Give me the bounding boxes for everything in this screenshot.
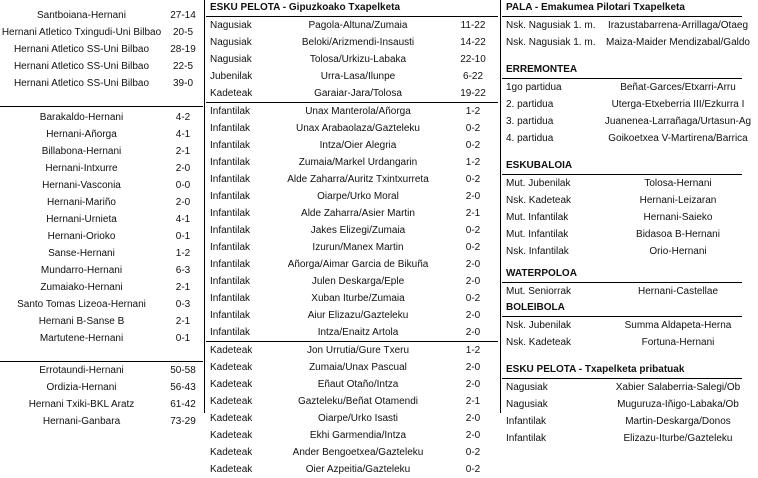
- table-row: [502, 379, 742, 396]
- spacer: [502, 51, 742, 62]
- match-teams: Hernani-Urnieta: [46, 214, 117, 225]
- table-row: [502, 79, 742, 96]
- section-title: [502, 300, 742, 316]
- match-score: 2-0: [465, 379, 481, 390]
- table-row: [206, 290, 498, 307]
- result-row: [0, 211, 203, 228]
- match-players: Urra-Lasa/Ilunpe: [320, 71, 396, 82]
- match-score: 22-10: [460, 54, 486, 65]
- category: 2. partidua: [506, 99, 554, 110]
- category: Nagusiak: [210, 37, 252, 48]
- category: Infantilak: [210, 293, 251, 304]
- match-players: Oier Azpeitia/Gazteleku: [305, 464, 411, 475]
- match-score: 2-0: [465, 310, 481, 321]
- table-row: [206, 341, 498, 359]
- match-teams: Irazustabarrena-Arrillaga/Otaeg: [607, 20, 749, 31]
- group-1: [0, 0, 203, 92]
- match-score: 6-3: [175, 265, 191, 276]
- match-score: 0-2: [465, 464, 481, 475]
- match-score: 2-0: [465, 276, 481, 287]
- match-teams: Goikoetxea V-Martirena/Barrica: [608, 133, 748, 144]
- category: Nagusiak: [210, 54, 252, 65]
- result-row: [0, 245, 203, 262]
- category: Infantilak: [210, 140, 251, 151]
- match-score: 2-1: [465, 396, 481, 407]
- result-row: [0, 296, 203, 313]
- match-score: 2-0: [465, 259, 481, 270]
- match-players: Oiarpe/Urko Isasti: [317, 413, 399, 424]
- match-score: 22-5: [172, 61, 193, 72]
- result-row: [0, 313, 203, 330]
- match-score: 0-2: [465, 293, 481, 304]
- section-title-text: ESKU PELOTA - Txapelketa pribatuak: [506, 364, 685, 375]
- match-score: 61-42: [170, 399, 196, 410]
- match-teams: Xabier Salaberria-Salegi/Ob: [615, 382, 741, 393]
- match-score: 2-0: [465, 413, 481, 424]
- category: Mut. Jubenilak: [506, 178, 571, 189]
- category: 3. partidua: [506, 116, 554, 127]
- match-players: Tolosa/Urkizu-Labaka: [309, 54, 407, 65]
- match-score: 73-29: [170, 416, 196, 427]
- match-score: 0-2: [465, 174, 481, 185]
- table-row: [502, 96, 745, 113]
- table-row: [206, 34, 498, 51]
- result-row: [0, 58, 203, 75]
- match-teams: Muguruza-Iñigo-Labaka/Ob: [617, 399, 739, 410]
- match-teams: Elizazu-Iturbe/Gazteleku: [623, 433, 733, 444]
- result-row: [0, 177, 203, 194]
- match-teams: Hernani-Vasconia: [42, 180, 121, 191]
- match-score: 2-0: [465, 430, 481, 441]
- table-row: [502, 334, 742, 351]
- category: Kadeteak: [210, 88, 253, 99]
- match-teams: Santo Tomas Lizeoa-Hernani: [17, 299, 146, 310]
- match-teams: Hernani-Ganbara: [42, 416, 121, 427]
- result-row: [0, 7, 203, 24]
- table-row: [502, 413, 742, 430]
- match-score: 0-3: [175, 299, 191, 310]
- category: Kadeteak: [210, 345, 253, 356]
- category: Nsk. Nagusiak 1. m.: [506, 37, 596, 48]
- match-players: Ander Bengoetxea/Gazteleku: [292, 447, 424, 458]
- match-score: 2-0: [465, 191, 481, 202]
- match-score: 2-0: [175, 163, 191, 174]
- group-2: [0, 107, 203, 347]
- match-players: Jon Urrutia/Gure Txeru: [306, 345, 410, 356]
- match-teams: Hernani-Mariño: [47, 197, 116, 208]
- table-row: [206, 120, 498, 137]
- table-row: [502, 17, 749, 34]
- match-players: Garaiar-Jara/Tolosa: [314, 88, 402, 99]
- table-row: [502, 130, 748, 147]
- match-players: Intza/Oier Alegria: [319, 140, 397, 151]
- section-title-text: ESKUBALOIA: [506, 160, 573, 171]
- match-teams: Ordizia-Hernani: [46, 382, 117, 393]
- table-row: [206, 324, 498, 341]
- match-teams: Juanenea-Larrañaga/Urtasun-Ag: [604, 116, 752, 127]
- match-score: 14-22: [460, 37, 486, 48]
- category: Infantilak: [506, 416, 547, 427]
- match-score: 50-58: [170, 365, 196, 376]
- result-row: [0, 396, 203, 413]
- match-score: 4-2: [175, 112, 191, 123]
- match-players: Izurun/Manex Martin: [312, 242, 404, 253]
- match-players: Aiur Elizazu/Gazteleku: [307, 310, 409, 321]
- match-players: Xuban Iturbe/Zumaia: [311, 293, 405, 304]
- match-teams: Bidasoa B-Hernani: [636, 229, 720, 240]
- match-players: Gazteleku/Beñat Otamendi: [297, 396, 419, 407]
- table-row: [206, 137, 498, 154]
- match-players: Añorga/Aimar Garcia de Bikuña: [287, 259, 429, 270]
- match-teams: Hernani-Saieko: [643, 212, 713, 223]
- match-teams: Hernani-Añorga: [46, 129, 117, 140]
- section-title: [502, 62, 742, 78]
- section-title: [502, 362, 742, 378]
- section-block: [502, 147, 742, 260]
- match-teams: Hernani-Castellae: [637, 286, 719, 297]
- table-row: [206, 410, 498, 427]
- category: Kadeteak: [210, 413, 253, 424]
- category: Nsk. Kadeteak: [506, 195, 572, 206]
- match-score: 2-0: [465, 327, 481, 338]
- match-teams: Barakaldo-Hernani: [39, 112, 124, 123]
- match-players: Eñaut Otaño/Intza: [317, 379, 399, 390]
- match-players: Zumaia/Markel Urdangarin: [298, 157, 418, 168]
- result-row: [0, 143, 203, 160]
- match-teams: Hernani Atletico SS-Uni Bilbao: [13, 78, 150, 89]
- match-teams: Hernani-Intxurre: [45, 163, 118, 174]
- table-row: [206, 17, 498, 34]
- category: Nsk. Kadeteak: [506, 337, 572, 348]
- result-row: [0, 362, 203, 379]
- match-teams: Martutene-Hernani: [39, 333, 124, 344]
- result-row: [0, 75, 203, 92]
- match-players: Julen Deskarga/Eple: [311, 276, 405, 287]
- category: Kadeteak: [210, 362, 253, 373]
- table-row: [206, 444, 498, 461]
- section-title-text: WATERPOLOA: [506, 268, 577, 279]
- table-row: [502, 113, 752, 130]
- match-score: 2-1: [175, 282, 191, 293]
- match-score: 1-2: [175, 248, 191, 259]
- results-column-left: [0, 0, 203, 427]
- match-teams: Maiza-Maider Mendizabal/Galdo: [606, 37, 750, 48]
- category: Mut. Infantilak: [506, 212, 569, 223]
- match-teams: Hernani-Orioko: [47, 231, 116, 242]
- section-block: [502, 300, 742, 351]
- table-row: [206, 102, 498, 120]
- match-score: 2-1: [175, 316, 191, 327]
- match-players: Intza/Enaitz Artola: [317, 327, 399, 338]
- category: Kadeteak: [210, 379, 253, 390]
- table-row: [206, 427, 498, 444]
- table-row: [206, 68, 498, 85]
- match-teams: Hernani Atletico Txingudi-Uni Bilbao: [1, 27, 162, 38]
- match-teams: Hernani Txiki-BKL Aratz: [28, 399, 135, 410]
- match-teams: Errotaundi-Hernani: [39, 365, 124, 376]
- table-row: [502, 192, 742, 209]
- category: Kadeteak: [210, 396, 253, 407]
- category: Nsk. Nagusiak 1. m.: [506, 20, 596, 31]
- result-row: [0, 126, 203, 143]
- match-teams: Hernani-Leizaran: [639, 195, 717, 206]
- match-score: 39-0: [172, 78, 193, 89]
- category: Infantilak: [210, 106, 251, 117]
- category: Infantilak: [210, 208, 251, 219]
- match-teams: Summa Aldapeta-Herna: [624, 320, 732, 331]
- spacer: [502, 147, 742, 158]
- match-score: 0-2: [465, 242, 481, 253]
- match-teams: Fortuna-Hernani: [641, 337, 715, 348]
- match-teams: Santboiana-Hernani: [37, 10, 126, 21]
- match-teams: Sanse-Hernani: [48, 248, 115, 259]
- match-score: 2-1: [465, 208, 481, 219]
- result-row: [0, 262, 203, 279]
- table-row: [502, 243, 742, 260]
- match-score: 56-43: [170, 382, 196, 393]
- category: Nagusiak: [506, 399, 548, 410]
- other-sports-column: [502, 0, 752, 444]
- category: Infantilak: [210, 157, 251, 168]
- table-row: [206, 307, 498, 324]
- match-players: Jakes Elizegi/Zumaia: [310, 225, 406, 236]
- result-row: [0, 413, 203, 430]
- category: Infantilak: [210, 225, 251, 236]
- result-row: [0, 160, 203, 177]
- match-players: Beloki/Arizmendi-Insausti: [301, 37, 415, 48]
- category: Nagusiak: [210, 20, 252, 31]
- result-row: [0, 330, 203, 347]
- section-block: [502, 260, 742, 300]
- match-teams: Tolosa-Hernani: [644, 178, 712, 189]
- table-row: [206, 222, 498, 239]
- section-block: [502, 51, 752, 147]
- category: Infantilak: [210, 310, 251, 321]
- match-teams: Billabona-Hernani: [41, 146, 122, 157]
- match-score: 0-2: [465, 225, 481, 236]
- match-teams: Beñat-Garces/Etxarri-Arru: [620, 82, 736, 93]
- category: Kadeteak: [210, 430, 253, 441]
- table-row: [206, 359, 498, 376]
- match-score: 2-0: [465, 362, 481, 373]
- table-row: [206, 393, 498, 410]
- category: Infantilak: [210, 327, 251, 338]
- category: Kadeteak: [210, 447, 253, 458]
- section-block: [502, 0, 750, 51]
- result-row: [0, 24, 203, 41]
- match-teams: Hernani Atletico SS-Uni Bilbao: [13, 44, 150, 55]
- match-score: 0-1: [175, 333, 191, 344]
- category: Infantilak: [506, 433, 547, 444]
- match-score: 0-2: [465, 140, 481, 151]
- match-score: 0-0: [175, 180, 191, 191]
- table-row: [206, 205, 498, 222]
- match-score: 4-1: [175, 214, 191, 225]
- category: Kadeteak: [210, 464, 253, 475]
- category: Infantilak: [210, 191, 251, 202]
- table-row: [502, 175, 742, 192]
- table-row: [206, 256, 498, 273]
- match-players: Unax Arabaolaza/Gazteleku: [296, 123, 420, 134]
- table-row: [206, 273, 498, 290]
- match-players: Alde Zaharra/Auritz Txintxurreta: [287, 174, 429, 185]
- match-score: 1-2: [465, 157, 481, 168]
- match-score: 4-1: [175, 129, 191, 140]
- spacer: [502, 351, 742, 362]
- table-row: [502, 283, 742, 300]
- match-score: 0-2: [465, 447, 481, 458]
- category: Jubenilak: [210, 71, 253, 82]
- result-row: [0, 194, 203, 211]
- section-title-text: PALA - Emakumea Pilotari Txapelketa: [506, 2, 685, 13]
- category: Mut. Infantilak: [506, 229, 569, 240]
- match-score: 27-14: [170, 10, 196, 21]
- table-row: [502, 34, 750, 51]
- table-row: [502, 317, 742, 334]
- match-players: Pagola-Altuna/Zumaia: [308, 20, 408, 31]
- match-players: Zumaia/Unax Pascual: [309, 362, 407, 373]
- table-row: [206, 154, 498, 171]
- divider-line: [204, 0, 205, 413]
- match-score: 0-2: [465, 123, 481, 134]
- match-players: Unax Manterola/Añorga: [305, 106, 411, 117]
- result-row: [0, 228, 203, 245]
- table-row: [206, 171, 498, 188]
- section-block: [502, 351, 742, 447]
- match-score: 0-1: [175, 231, 191, 242]
- category: Infantilak: [210, 259, 251, 270]
- section-title: [502, 158, 742, 174]
- match-score: 1-2: [465, 345, 481, 356]
- category: 4. partidua: [506, 133, 554, 144]
- esku-pelota-column: [206, 0, 498, 475]
- category: Nsk. Infantilak: [506, 246, 569, 257]
- match-teams: Martin-Deskarga/Donos: [625, 416, 731, 427]
- match-players: Alde Zaharra/Asier Martin: [301, 208, 415, 219]
- result-row: [0, 109, 203, 126]
- table-row: [502, 209, 742, 226]
- table-row: [206, 51, 498, 68]
- result-row: [0, 379, 203, 396]
- match-score: 1-2: [465, 106, 481, 117]
- match-teams: Zumaiako-Hernani: [40, 282, 123, 293]
- match-teams: Hernani Atletico SS-Uni Bilbao: [13, 61, 150, 72]
- match-score: 19-22: [460, 88, 486, 99]
- table-row: [502, 396, 742, 413]
- result-row: [0, 41, 203, 58]
- match-players: Oiarpe/Urko Moral: [317, 191, 399, 202]
- table-row: [206, 376, 498, 393]
- table-row: [502, 226, 742, 243]
- match-score: 20-5: [172, 27, 193, 38]
- match-score: 28-19: [170, 44, 196, 55]
- match-teams: Uterga-Etxeberria III/Ezkurra I: [611, 99, 745, 110]
- category: Infantilak: [210, 242, 251, 253]
- divider-line: [500, 0, 501, 413]
- section-title-text: ERREMONTEA: [506, 64, 578, 75]
- table-row: [206, 239, 498, 256]
- section-title: ESKU PELOTA - Gipuzkoako Txapelketa: [210, 2, 401, 13]
- match-players: Ekhi Garmendia/Intza: [309, 430, 407, 441]
- table-row: [206, 85, 498, 102]
- match-teams: Orio-Hernani: [649, 246, 707, 257]
- match-score: 2-1: [175, 146, 191, 157]
- category: Nagusiak: [506, 382, 548, 393]
- table-row: [206, 461, 498, 478]
- section-title: [502, 266, 742, 282]
- section-title-text: BOLEIBOLA: [506, 302, 565, 313]
- group-3: [0, 362, 203, 430]
- category: Infantilak: [210, 174, 251, 185]
- category: Infantilak: [210, 276, 251, 287]
- match-score: 6-22: [462, 71, 483, 82]
- table-row: [502, 430, 742, 447]
- result-row: [0, 279, 203, 296]
- category: Mut. Seniorrak: [506, 286, 572, 297]
- section-title: [502, 0, 742, 16]
- category: Nsk. Jubenilak: [506, 320, 572, 331]
- match-teams: Mundarro-Hernani: [40, 265, 123, 276]
- match-teams: Hernani B-Sanse B: [38, 316, 125, 327]
- match-score: 11-22: [460, 20, 486, 31]
- category: 1go partidua: [506, 82, 562, 93]
- table-row: [206, 188, 498, 205]
- match-score: 2-0: [175, 197, 191, 208]
- category: Infantilak: [210, 123, 251, 134]
